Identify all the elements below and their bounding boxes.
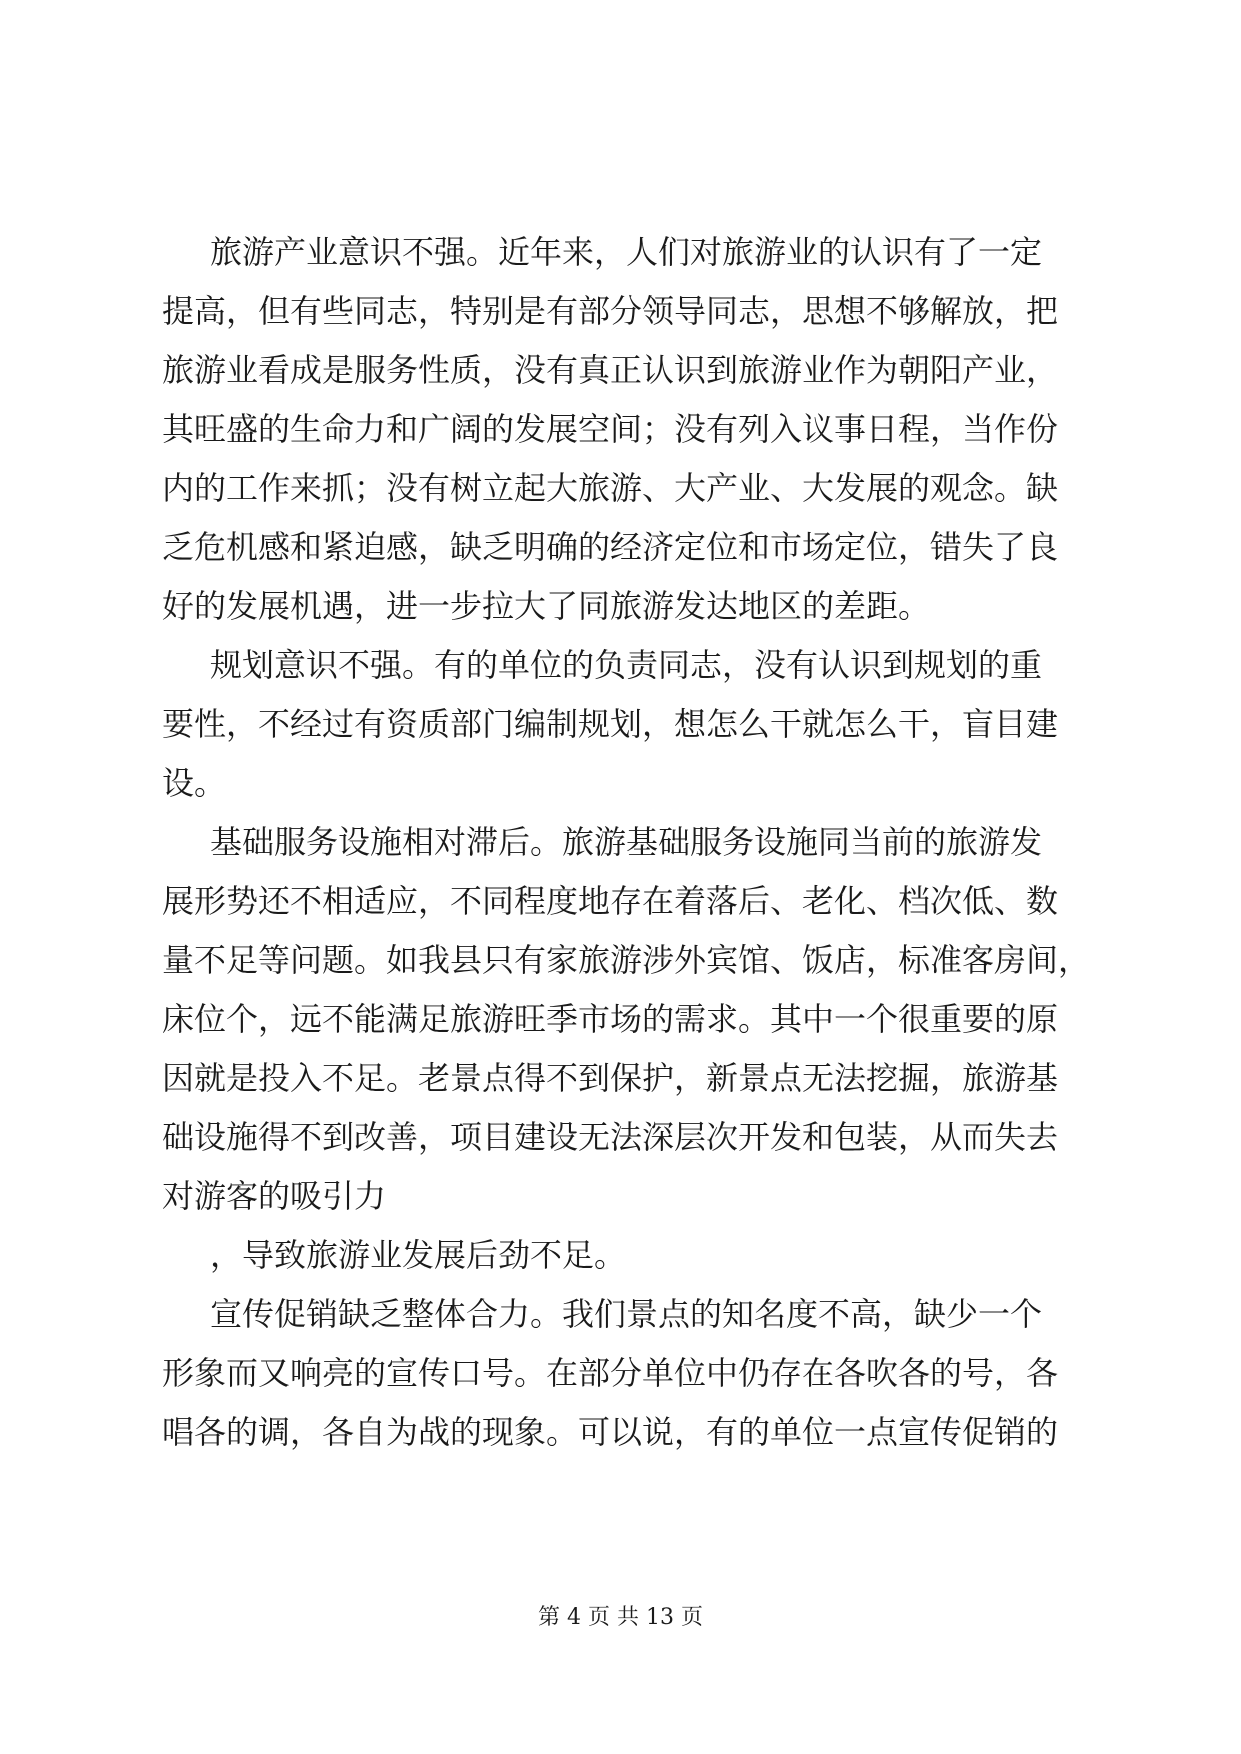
paragraph-line: 其旺盛的生命力和广阔的发展空间；没有列入议事日程，当作份 [162, 410, 1059, 448]
page-number-footer: 第 4 页 共 13 页 [538, 1605, 703, 1630]
paragraph-line: 量不足等问题。如我县只有家旅游涉外宾馆、饭店，标准客房间， [162, 941, 1091, 979]
paragraph-line: 床位个，远不能满足旅游旺季市场的需求。其中一个很重要的原 [162, 1000, 1059, 1038]
paragraph-line: 展形势还不相适应，不同程度地存在着落后、老化、档次低、数 [162, 882, 1059, 920]
paragraph-line: 内的工作来抓；没有树立起大旅游、大产业、大发展的观念。缺 [162, 469, 1059, 507]
paragraph-line: 旅游产业意识不强。近年来，人们对旅游业的认识有了一定 [210, 233, 1043, 271]
paragraph-line: 基础服务设施相对滞后。旅游基础服务设施同当前的旅游发 [210, 823, 1043, 861]
paragraph-line: 设。 [162, 764, 227, 802]
paragraph-line: 乏危机感和紧迫感，缺乏明确的经济定位和市场定位，错失了良 [162, 528, 1059, 566]
paragraph-line: 提高，但有些同志，特别是有部分领导同志，思想不够解放，把 [162, 292, 1059, 330]
paragraph-line: 础设施得不到改善，项目建设无法深层次开发和包装，从而失去 [162, 1118, 1059, 1156]
paragraph-line: 对游客的吸引力 [162, 1177, 387, 1215]
paragraph-line: 好的发展机遇，进一步拉大了同旅游发达地区的差距。 [162, 587, 931, 625]
paragraph-line: 要性，不经过有资质部门编制规划，想怎么干就怎么干，盲目建 [162, 705, 1059, 743]
paragraph-line: 唱各的调，各自为战的现象。可以说，有的单位一点宣传促销的 [162, 1413, 1059, 1451]
paragraph-line: 旅游业看成是服务性质，没有真正认识到旅游业作为朝阳产业， [162, 351, 1059, 389]
paragraph-line: 形象而又响亮的宣传口号。在部分单位中仍存在各吹各的号，各 [162, 1354, 1059, 1392]
paragraph-line: 因就是投入不足。老景点得不到保护，新景点无法挖掘，旅游基 [162, 1059, 1059, 1097]
paragraph-line: 规划意识不强。有的单位的负责同志，没有认识到规划的重 [210, 646, 1043, 684]
paragraph-line: 宣传促销缺乏整体合力。我们景点的知名度不高，缺少一个 [210, 1295, 1043, 1333]
paragraph-line: ，导致旅游业发展后劲不足。 [210, 1236, 627, 1274]
